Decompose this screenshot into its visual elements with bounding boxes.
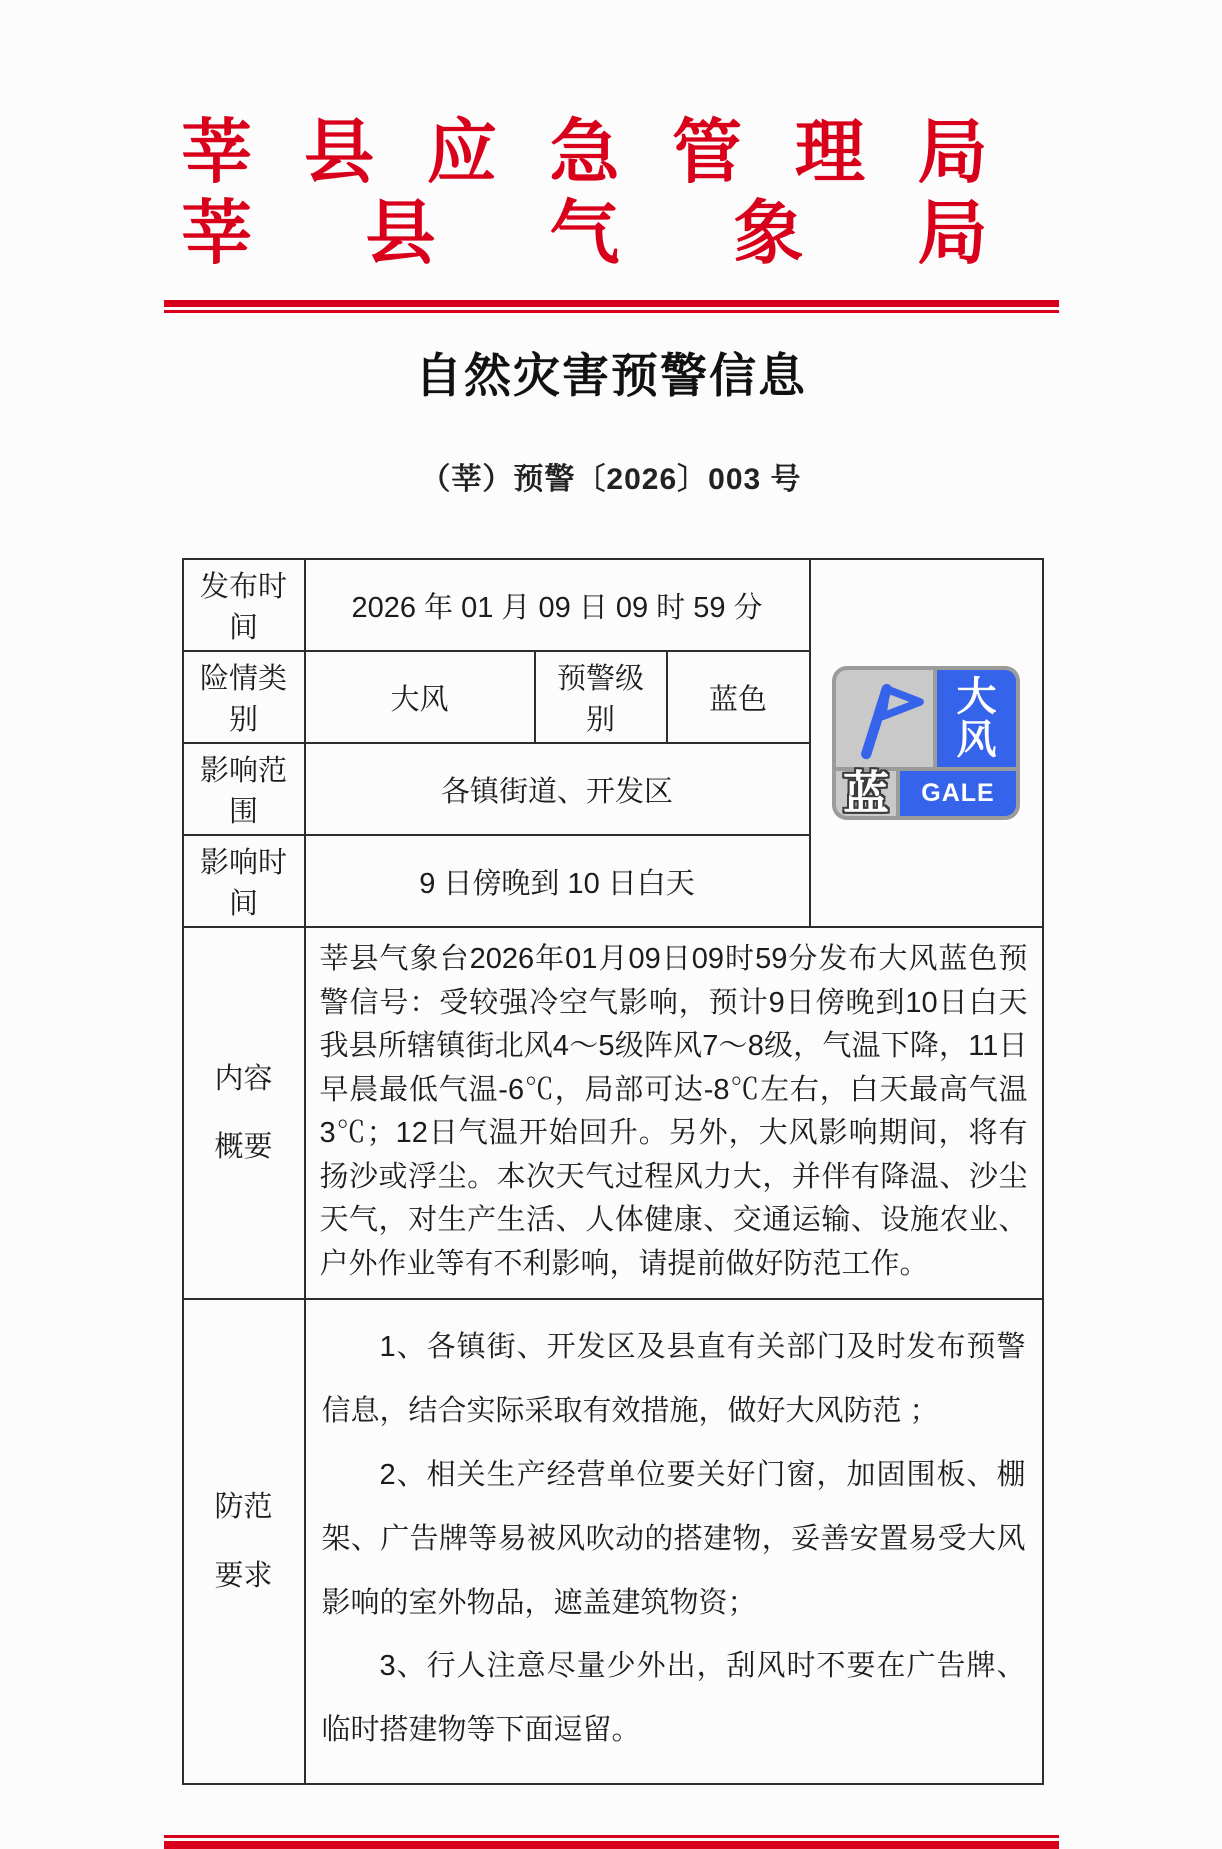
warning-info-table: [182, 558, 1044, 1785]
risk-type-label: 险情类别: [183, 651, 305, 743]
measures-label-line1: 防范: [214, 1490, 273, 1523]
affected-time-label: 影响时间: [183, 835, 305, 927]
badge-code-panel: [900, 771, 1016, 816]
badge-level-text: 蓝: [843, 767, 890, 820]
warning-level-value: 蓝色: [667, 651, 810, 743]
affected-time-value: 9 日傍晚到 10 日白天: [305, 835, 810, 927]
affected-area-value: 各镇街道、开发区: [305, 743, 810, 835]
measure-item-2: 2、相关生产经营单位要关好门窗，加固围板、棚架、广告牌等易被风吹动的搭建物，妥善安置易受大风影响的室外物品，遮盖建筑物资；: [321, 1458, 1026, 1619]
badge-top-row: [836, 670, 1016, 767]
measures-label: [183, 1299, 305, 1784]
warning-badge-cell: [810, 559, 1043, 927]
footer-divider: [164, 1835, 1059, 1849]
summary-label-line2: 概要: [214, 1131, 273, 1164]
table-row-publish-time: [183, 559, 1043, 651]
measure-item-3: 3、行人注意尽量少外出，刮风时不要在广告牌、临时搭建物等下面逗留。: [321, 1650, 1026, 1747]
table-row-measures: [183, 1299, 1043, 1784]
document-sheet: [164, 0, 1059, 1849]
measures-label-line2: 要求: [214, 1559, 273, 1592]
table-row-summary: [183, 927, 1043, 1299]
publish-time-value: 2026 年 01 月 09 日 09 时 59 分: [305, 559, 810, 651]
badge-level-panel: [836, 767, 896, 820]
badge-bottom-row: [836, 767, 1016, 820]
badge-code-text: GALE: [921, 779, 995, 808]
summary-label: [183, 927, 305, 1299]
page-title: 自然灾害预警信息: [415, 349, 807, 403]
measure-item-1: 1、各镇街、开发区及县直有关部门及时发布预警信息，结合实际采取有效措施，做好大风防范 ；: [321, 1331, 1026, 1428]
agency-name-line2: 莘县气象局: [181, 194, 988, 273]
agency-name-line1: 莘县应急管理局: [181, 113, 988, 191]
footer-divider-thick-line: [164, 1841, 1059, 1849]
divider-thick-line: [164, 300, 1059, 307]
letterhead: [182, 112, 988, 274]
document-number: （莘）预警〔2026〕003 号: [420, 463, 802, 497]
footer-divider-thin-line: [164, 1835, 1059, 1838]
measures-list: [305, 1299, 1043, 1784]
wind-flag-icon: [836, 670, 933, 767]
warning-level-label: 预警级别: [535, 651, 667, 743]
affected-area-label: 影响范围: [183, 743, 305, 835]
gale-blue-warning-badge: [832, 666, 1020, 820]
badge-type-text: 大风: [956, 674, 997, 762]
letterhead-divider: [164, 300, 1059, 313]
summary-label-line1: 内容: [214, 1062, 273, 1095]
publish-time-label: 发布时间: [183, 559, 305, 651]
risk-type-value: 大风: [305, 651, 535, 743]
badge-type-panel: [937, 670, 1016, 767]
summary-text: 莘县气象台2026年01月09日09时59分发布大风蓝色预警信号：受较强冷空气影响，预计9日傍晚到10日白天我县所辖镇街北风4～5级阵风7～8级，气温下降，11日早晨最低气温-6℃，局部可达-8℃左右，白天最高气温3℃；12日气温开始回升。另外，大风影响期间，将有扬沙或浮尘。本次天气过程风力大，并伴有降温、沙尘天气，对生产生活、人体健康、交通运输、设施农业、户外作业等有不利影响，请提前做好防范工作。: [305, 927, 1043, 1299]
divider-thin-line: [164, 310, 1059, 313]
